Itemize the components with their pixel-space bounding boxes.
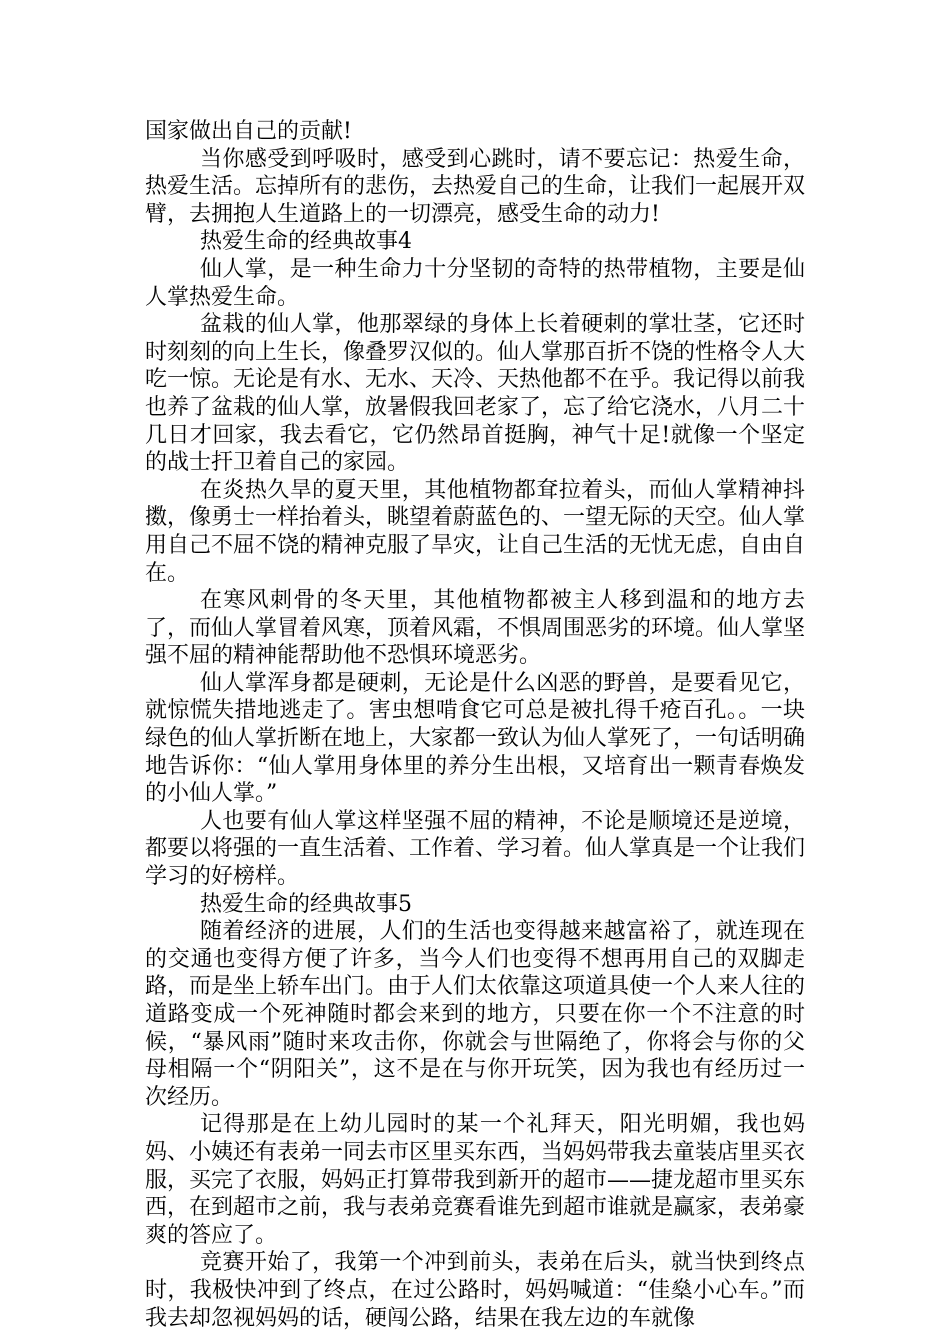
paragraph-2: 当你感受到呼吸时，感受到心跳时，请不要忘记：热爱生命，热爱生活。忘掉所有的悲伤，去热爱自己的生命，让我们一起展开双臂，去拥抱人生道路上的一切漂亮，感受生命的动力! — [145, 146, 806, 227]
paragraph-10: 记得那是在上幼儿园时的某一个礼拜天，阳光明媚，我也妈妈、小姨还有表弟一同去市区里买东西，当妈妈带我去童装店里买衣服，买完了衣服，妈妈正打算带我到新开的超市——捷龙超市里买东西，在到超市之前，我与表弟竞赛看谁先到超市谁就是赢家，表弟豪爽的答应了。 — [145, 1112, 806, 1248]
story-heading-5: 热爱生命的经典故事5 — [200, 891, 412, 917]
paragraph-9: 随着经济的进展，人们的生活也变得越来越富裕了，就连现在的交通也变得方便了许多，当今人们也变得不想再用自己的双脚走路，而是坐上轿车出门。由于人们太依靠这项道具使一个人来人往的道路变成一个死神随时都会来到的地方，只要在你一个不注意的时候，“暴风雨”随时来攻击你，你就会与世隔绝了，你将会与你的父母相隔一个“阴阳关”，这不是在与你开玩笑，因为我也有经历过一次经历。 — [145, 919, 806, 1110]
paragraph-7: 仙人掌浑身都是硬刺，无论是什么凶恶的野兽，是要看见它，就惊慌失措地逃走了。害虫想啃食它可总是被扎得千疮百孔。。一块绿色的仙人掌折断在地上，大家都一致认为仙人掌死了，一句话明确地告诉你：“仙人掌用身体里的养分生出根，又培育出一颗青春焕发的小仙人掌。” — [145, 670, 806, 807]
paragraph-3: 仙人掌，是一种生命力十分坚韧的奇特的热带植物，主要是仙人掌热爱生命。 — [145, 256, 805, 310]
paragraph-1: 国家做出自己的贡献! — [145, 119, 352, 144]
paragraph-4: 盆栽的仙人掌，他那翠绿的身体上长着硬刺的掌壮茎，它还时时刻刻的向上生长，像叠罗汉似的。仙人掌那百折不饶的性格令人大吃一惊。无论是有水、无水、天冷、天热他都不在乎。我记得以前我也养了盆栽的仙人掌，放暑假我回老家了，忘了给它浇水，八月二十几日才回家，我去看它，它仍然昂首挺胸，神气十足!就像一个坚定的战士扞卫着自己的家园。 — [145, 312, 806, 476]
paragraph-6: 在寒风刺骨的冬天里，其他植物都被主人移到温和的地方去了，而仙人掌冒着风寒，顶着风霜，不惧周围恶劣的环境。仙人掌坚强不屈的精神能帮助他不恐惧环境恶劣。 — [145, 588, 806, 669]
document-page — [145, 118, 805, 1332]
story-heading-4: 热爱生命的经典故事4 — [200, 229, 412, 255]
paragraph-5: 在炎热久旱的夏天里，其他植物都耷拉着头，而仙人掌精神抖擞，像勇士一样抬着头，眺望着蔚蓝色的、一望无际的天空。仙人掌用自己不屈不饶的精神克服了旱灾，让自己生活的无忧无虑，自由自在。 — [145, 477, 806, 586]
paragraph-11: 竞赛开始了，我第一个冲到前头，表弟在后头，就当快到终点时，我极快冲到了终点，在过公路时，妈妈喊道：“佳燊小心车。”而我去却忽视妈妈的话，硬闯公路，结果在我左边的车就像 — [145, 1250, 805, 1331]
paragraph-8: 人也要有仙人掌这样坚强不屈的精神，不论是顺境还是逆境，都要以将强的一直生活着、工作着、学习着。仙人掌真是一个让我们学习的好榜样。 — [145, 808, 806, 890]
